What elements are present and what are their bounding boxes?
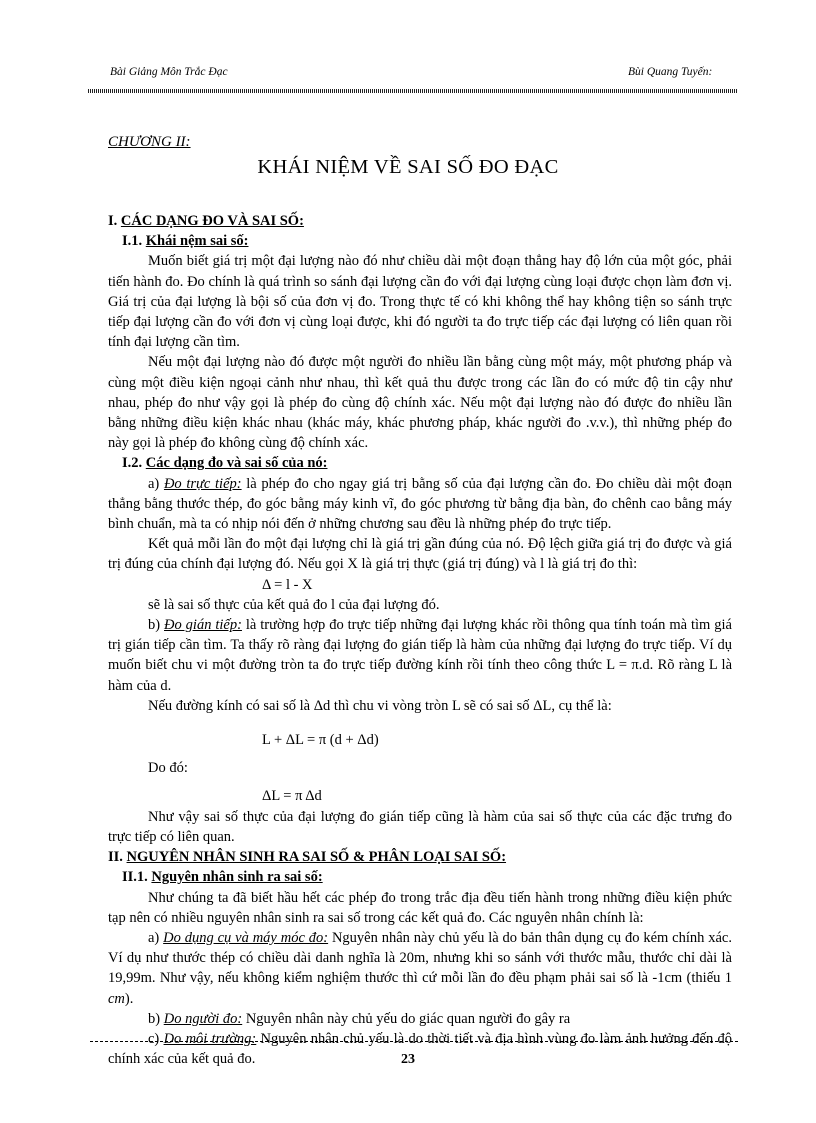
unit-cm: cm (108, 990, 125, 1007)
paragraph-diameter-error: Nếu đường kính có sai số là Δd thì chu vi vòng tròn L sẽ có sai số ΔL, cụ thể là: (148, 697, 612, 714)
chapter-label: CHƯƠNG II: (108, 134, 191, 150)
spacer (108, 750, 732, 758)
section-1-1-title: Khái nệm sai số: (145, 233, 249, 250)
paragraph-true-error-def: sẽ là sai số thực của kết quả đo l của đại lượng đó. (148, 596, 440, 613)
spacer (108, 716, 732, 730)
cause-instruments-text: Nguyên nhân này chủ yếu là do bản thân dụng cụ đo kém chính xác. Ví dụ như thước thép có chiều dài danh nghĩa là 20m, nhưng khi so sánh với thước mẫu, thước chỉ dài là 19,99m. Như vậy, nếu không kiểm nghiệm thước thì cứ mỗi lần đo đều phạm phải sai số là -1cm (thiếu 1 (108, 929, 732, 987)
cause-observer-text: Nguyên nhân này chủ yếu do giác quan người đo gây ra (242, 1010, 571, 1027)
label-therefore: Do đó: (148, 760, 188, 777)
paragraph-cause-instruments (108, 928, 732, 1009)
paragraph-error-concept: Muốn biết giá trị một đại lượng nào đó như chiều dài một đoạn thẳng hay độ lớn của một góc, phải tiến hành đo. Đo chính là quá trình so sánh đại lượng cần đo với đại lượng cùng loại được chọn làm đơn vị. Giá trị của đại lượng là bội số của đơn vị đo. Trong thực tế có khi không thể hay không tiện so sánh trực tiếp đại lượng cần đo với đơn vị cùng loại được, khi đó người ta đo trực tiếp các đại lượng có liên quan rồi tính đại lượng cần tìm. (108, 253, 732, 351)
direct-measurement-text: là phép đo cho ngay giá trị bằng số của đại lượng cần đo. Đo chiều dài một đoạn thẳng bằng thước thép, đo góc bằng máy kinh vĩ, đo góc phương từ bằng địa bàn, đo chênh cao bằng máy bình chuẩn, mà ta có nhịp nói đến ở những chương sau đều là những phép đo trực tiếp. (108, 475, 732, 533)
section-1-2-title: Các dạng đo và sai số của nó: (145, 455, 328, 472)
header-divider (88, 89, 738, 93)
paragraph-indirect-conclusion: Như vậy sai số thực của đại lượng đo gián tiếp cũng là hàm của sai số thực của các đặc trưng đo trực tiếp có liên quan. (108, 808, 732, 845)
chapter-title: KHÁI NIỆM VỀ SAI SỐ ĐO ĐẠC (257, 156, 559, 178)
term-observer: Do người đo: (163, 1010, 243, 1027)
paragraph-equal-precision: Nếu một đại lượng nào đó được một người đo nhiều lần bằng cùng một máy, một phương pháp và cùng một điều kiện ngoại cảnh như nhau, thì kết quả thu được trong các lần đo có mức độ tin cậy như nhau, phép đo như vậy gọi là phép đo cùng độ chính xác. Nếu một đại lượng nào đó được đo nhiều lần bằng những điều kiện khác nhau (khác máy, khác phương pháp, khác người đo .v.v.), thì những phép đo này gọi là phép đo không cùng độ chính xác. (108, 354, 732, 452)
spacer (108, 778, 732, 786)
section-1-1-number: I.1. (122, 233, 146, 250)
indirect-measurement-text: là trường hợp đo trực tiếp những đại lượng khác rồi thông qua tính toán mà tìm giá trị gián tiếp cần tìm. Ta thấy rõ ràng đại lượng đo gián tiếp là hàm của những đại lượng đo trực tiếp. Ví dụ muốn biết chu vi một đường tròn ta đo trực tiếp đường kính rồi tính theo công thức L = π.d. Rõ ràng L là hàm của d. (108, 617, 732, 694)
section-2-number: II. (108, 849, 127, 866)
header-course-title: Bài Giảng Môn Trắc Đạc (110, 66, 228, 78)
section-2-title: NGUYÊN NHÂN SINH RA SAI SỐ & PHÂN LOẠI SAI SỐ: (126, 849, 507, 866)
section-1-heading (108, 211, 732, 231)
paragraph-measurement-result: Kết quả mỗi lần đo một đại lượng chỉ là giá trị gần đúng của nó. Độ lệch giữa giá trị đo được và giá trị đúng của chính đại lượng đó. Nếu gọi X là giá trị thực (giá trị đúng) và l là giá trị đo thì: (108, 536, 732, 573)
paragraph-cause-observer (108, 1009, 732, 1029)
header-author: Bùi Quang Tuyến: (628, 66, 713, 78)
section-1-2-heading (108, 453, 732, 473)
section-1-2-number: I.2. (122, 455, 146, 472)
section-1-title: CÁC DẠNG ĐO VÀ SAI SỐ: (120, 213, 304, 229)
section-2-heading (108, 847, 732, 867)
page-number: 23 (401, 1052, 415, 1067)
cause-instruments-end: ). (124, 990, 134, 1007)
paragraph-indirect-measurement (108, 615, 732, 696)
page-content (108, 211, 732, 1069)
section-1-number: I. (108, 213, 121, 229)
cause-b-prefix: b) (148, 1010, 164, 1027)
formula-circumference: L + ΔL = π (d + Δd) (262, 732, 379, 749)
term-direct-measurement: Đo trực tiếp: (163, 475, 242, 492)
cause-c-prefix: c) (148, 1030, 164, 1047)
section-2-1-number: II.1. (122, 869, 152, 886)
term-environment: Do môi trường: (163, 1030, 257, 1047)
paragraph-direct-measurement (108, 474, 732, 535)
cause-environment-text: Nguyên nhân chủ yếu là do thời tiết và địa hình vùng đo làm ảnh hưởng đến độ chính xác của kết quả đo. (108, 1030, 732, 1068)
paragraph-error-causes: Như chúng ta đã biết hầu hết các phép đo trong trắc địa đều tiến hành trong những điều kiện phức tạp nên có nhiều nguyên nhân sinh ra sai số trong các kết quả đo. Các nguyên nhân chính là: (108, 889, 732, 926)
section-2-1-title: Nguyên nhân sinh ra sai số: (151, 869, 323, 886)
cause-a-prefix: a) (148, 929, 164, 946)
formula-circumference-error: ΔL = π Δd (262, 788, 322, 805)
item-a-prefix: a) (148, 475, 164, 492)
item-b-prefix: b) (148, 617, 165, 634)
term-indirect-measurement: Đo gián tiếp: (164, 617, 242, 634)
footer-divider (90, 1041, 738, 1042)
section-1-1-heading (108, 231, 732, 251)
term-instruments: Do dụng cụ và máy móc đo: (163, 929, 329, 946)
formula-true-error: Δ = l - X (262, 576, 313, 593)
section-2-1-heading (108, 867, 732, 887)
